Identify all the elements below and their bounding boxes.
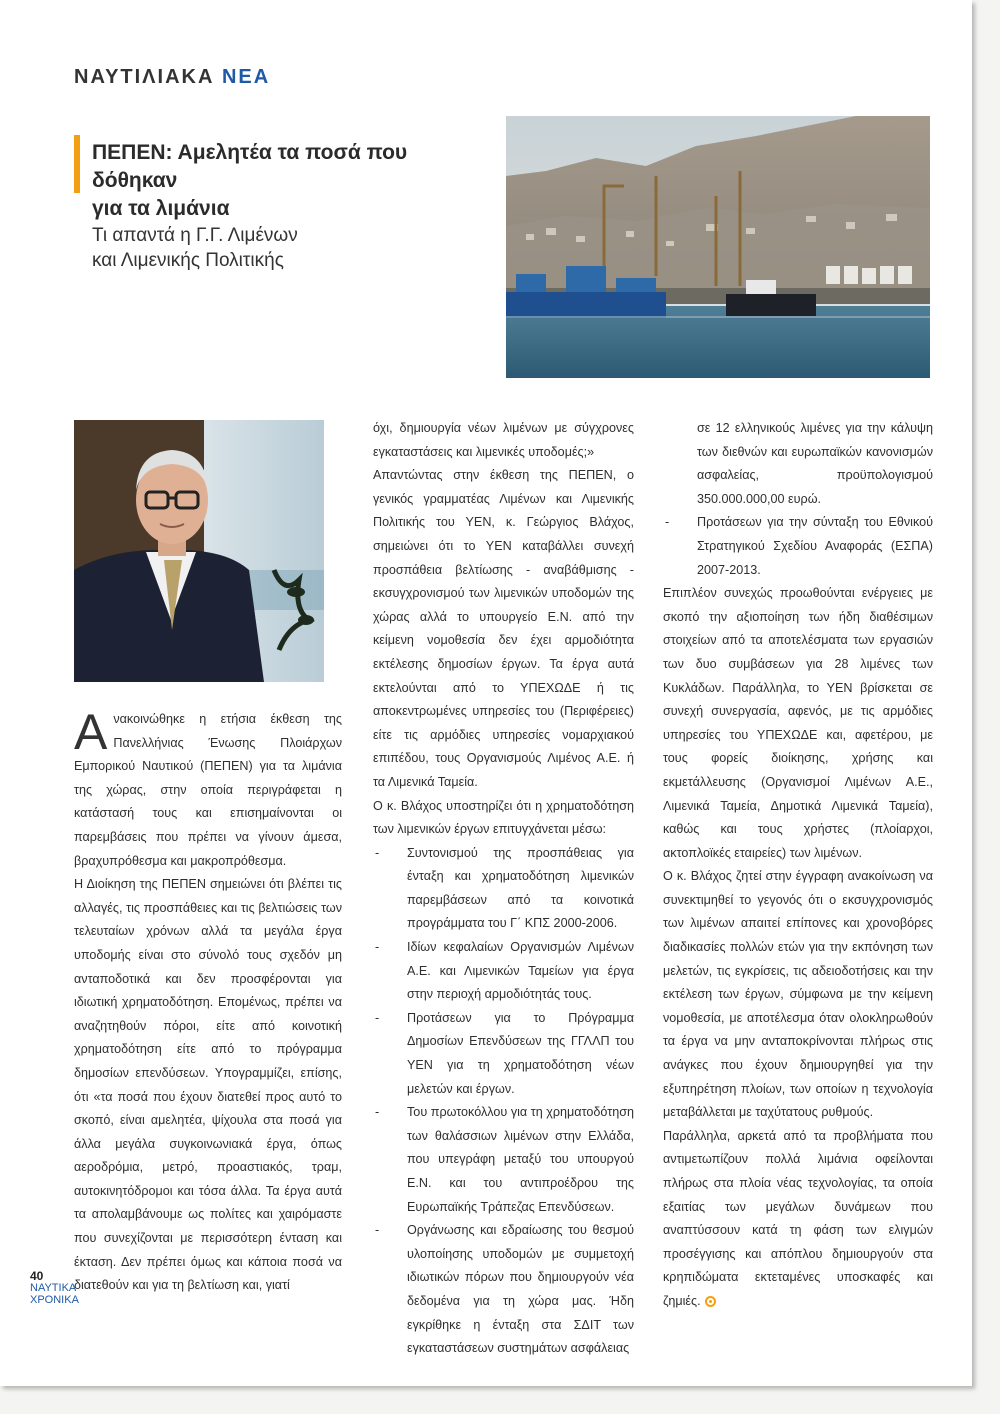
bullet-text: Προτάσεων για την σύνταξη του Εθνικού Στρατηγικού Σχεδίου Αναφοράς (ΕΣΠΑ) 2007-2013.: [697, 515, 933, 577]
bullet-text: Ιδίων κεφαλαίων Οργανισμών Λιμένων Α.Ε. και Λιμενικών Ταμείων για έργα στην περιοχή αρμοδιότητάς τους.: [407, 940, 634, 1002]
final-text: Παράλληλα, αρκετά από τα προβλήματα που αντιμετωπίζουν πολλά λιμάνια οφείλονται πλήρως στα πλοία νέας τεχνολογίας, τα οποία εξαιτίας των μεγάλων δυνάμεων που αναπτύσσουν κατά τη φάση των ελιγμών προσέγγισης και απόπλου δημιουργούν στα κρηπιδώματα εκτεταμένες υποσκαφές και ζημιές.: [663, 1128, 933, 1308]
page-number: 40: [30, 1269, 44, 1283]
bullet-item: [373, 936, 634, 1007]
bullet-text: Του πρωτοκόλλου για τη χρηματοδότηση των θαλάσσιων λιμένων στην Ελλάδα, που υπεγράφη μεταξύ του υπουργού Ε.Ν. και του αντιπροέδρου της Ευρωπαϊκής Τράπεζας Επενδύσεων.: [407, 1105, 634, 1214]
paragraph: Ο κ. Βλάχος υποστηρίζει ότι η χρηματοδότηση των λιμενικών έργων επιτυγχάνεται μέσω:: [373, 798, 634, 837]
bullet-item: [373, 842, 634, 936]
article-title: [92, 139, 472, 223]
article-title-line-1: ΠΕΠΕΝ: Αμελητέα τα ποσά που δόθηκαν: [92, 141, 408, 192]
column-1: [74, 704, 342, 1298]
section-heading: [74, 66, 270, 89]
bullet-dash: -: [375, 845, 380, 860]
paragraph: Απαντώντας στην έκθεση της ΠΕΠΕΝ, ο γενικός γραμματέας Λιμένων και Λιμενικής Πολιτικής του ΥΕΝ, κ. Γεώργιος Βλάχος, σημειώνει ότι το ΥΕΝ καταβάλλει συνεχή προσπάθεια βελτίωσης - αναβάθμισης - εκσυγχρονισμού των λιμενικών υποδομών της χώρας αλλά το υπουργείο Ε.Ν. από την κείμενη νομοθεσία δεν έχει αρμοδιότητα εκτέλεσης δημοσίων έργων. Τα έργα αυτά εκτελούνται από το ΥΠΕΧΩΔΕ ή τις αποκεντρωμένες υπηρεσίες του (Περιφέρειες) είτε τις αρμόδιες υπηρεσίες νομαρχιακού επιπέδου, τους Οργανισμούς Λιμένος Α.Ε. ή τα Λιμενικά Ταμεία.: [373, 468, 634, 789]
intro-paragraph: [74, 704, 342, 873]
magazine-name-line-2: ΧΡΟΝΙΚΑ: [30, 1294, 79, 1306]
bullet-continuation: σε 12 ελληνικούς λιμένες για την κάλυψη των διεθνών και ευρωπαϊκών κανονισμών ασφαλείας, προϋπολογισμού 350.000.000,00 ευρώ.: [697, 421, 933, 506]
column-3: [663, 417, 933, 1314]
bullet-item: [373, 1101, 634, 1219]
section-word-2: ΝΕΑ: [221, 66, 271, 88]
paragraph: Ο κ. Βλάχος ζητεί στην έγγραφη ανακοίνωση να συνεκτιμηθεί το γεγονός ότι ο εκσυγχρονισμός των λιμένων απαιτεί επίπονες και χρονοβόρες διαδικασίες πολλών ετών για την εκπόνηση των μελετών, τις εγκρίσεις, τις αδειοδοτήσεις και την εκτέλεση των έργων, σύμφωνα με την κείμενη νομοθεσία, με αποτέλεσμα όταν ολοκληρωθούν τα έργα να μην ανταποκρίνονται πλήρως στις ανάγκες που έχουν δημιουργηθεί για την εξυπηρέτηση πλοίων, των οποίων η τεχνολογία μεταβάλλεται με ταχύτατους ρυθμούς.: [663, 869, 933, 1120]
bullet-item: [663, 511, 933, 582]
drop-cap: Α: [74, 704, 108, 760]
bullet-item: [373, 1219, 634, 1361]
bullet-text: Συντονισμού της προσπάθειας για ένταξη και χρηματοδότηση λιμενικών παρεμβάσεων από τα κοινοτικά προγράμματα του Γ΄ ΚΠΣ 2000-2006.: [407, 845, 634, 931]
bullet-dash: -: [375, 1223, 380, 1238]
column-2: [373, 417, 634, 1361]
bullet-text: Προτάσεων για το Πρόγραμμα Δημοσίων Επενδύσεων της ΓΓΛΛΠ του ΥΕΝ για τη χρηματοδότηση νέων μελετών και έργων.: [407, 1010, 634, 1096]
article-subtitle-line-1: Τι απαντά η Γ.Γ. Λιμένων: [92, 225, 298, 246]
final-paragraph: [663, 1125, 933, 1314]
bullet-text: Οργάνωσης και εδραίωσης του θεσμού υλοποίησης υποδομών με συμμετοχή ιδιωτικών πόρων που δημιουργούν νέα δεδομένα για τη χώρα μας. Ήδη εγκρίθηκε η ένταξη στα ΣΔΙΤ των εγκαταστάσεων συστημάτων ασφάλειας: [407, 1223, 634, 1356]
article-title-line-2: για τα λιμάνια: [92, 197, 230, 220]
paragraph: όχι, δημιουργία νέων λιμένων με σύγχρονες εγκαταστάσεις και λιμενικές υποδομές;»: [373, 421, 634, 459]
port-photo: [506, 116, 930, 378]
paragraph: Επιπλέον συνεχώς προωθούνται ενέργειες με σκοπό την αξιοποίηση των ήδη διαθέσιμων στοιχείων από τα αποτελέσματα των εργασιών των δυο συμβάσεων για 28 λιμένες των Κυκλάδων. Παράλληλα, το ΥΕΝ βρίσκεται σε συνεχή συνεργασία, αφενός, με τις αρμόδιες υπηρεσίες του ΥΠΕΧΩΔΕ και, αφετέρου, με τους φορείς διοίκησης, χρήσης και εκμετάλλευσης (Οργανισμοί Λιμένων Α.Ε., Λιμενικά Ταμεία, Δημοτικά Λιμενικά Ταμεία), καθώς και τους χρήστες (πλοίαρχοι, ακτοπλοϊκές εταιρείες) των λιμένων.: [663, 586, 933, 860]
bullet-dash: -: [375, 1105, 380, 1120]
portrait-photo: [74, 420, 324, 682]
bullet-item: [373, 1007, 634, 1101]
bullet-dash: -: [375, 940, 380, 955]
bullet-dash: -: [375, 1010, 380, 1025]
magazine-name-line-1: ΝΑΥΤΙΚΑ: [30, 1282, 77, 1294]
page-folio: [30, 1269, 79, 1306]
article-subtitle-line-2: και Λιμενικής Πολιτικής: [92, 250, 284, 271]
section-word-1: ΝΑΥΤΙΛΙΑΚΑ: [74, 66, 215, 88]
bullet-dash: -: [665, 515, 670, 530]
paragraph: Η Διοίκηση της ΠΕΠΕΝ σημειώνει ότι βλέπει τις αλλαγές, τις προσπάθειες και τις βελτιώσεις των τελευταίων χρόνων αλλά τα μεγάλα έργα υποδομής είναι στο σύνολό τους σχεδόν μη ανταποδοτικά και δεν προσφέρονται για ιδιωτική χρηματοδότηση. Επομένως, πρέπει να αναζητηθούν πόροι, είτε από κοινοτική χρηματοδότηση είτε από το πρόγραμμα δημοσίων επενδύσεων. Υπογραμμίζει, επίσης, ότι «τα ποσά που έχουν διατεθεί προς αυτό το σκοπό, είναι αμελητέα, ψίχουλα στα ποσά για άλλα μεγάλα συγκοινωνιακά έργα, όπως αεροδρόμια, μετρό, προαστιακός, τραμ, αυτοκινητόδρομοι και τόσα άλλα. Τα έργα αυτά τα απολαμβάνουμε ως πολίτες και χαιρόμαστε που συνεχίζονται με περισσότερη ένταση και έκταση. Δεν πρέπει όμως και κάποια ποσά να διατεθούν και για τη βελτίωση και, γιατί: [74, 877, 342, 1293]
article-subtitle: [92, 223, 472, 273]
end-mark-icon: [705, 1296, 716, 1307]
headline-accent-bar: [74, 135, 80, 193]
intro-text: νακοινώθηκε η ετήσια έκθεση της Πανελλήνιας Ένωσης Πλοιάρχων Εμπορικού Ναυτικού (ΠΕΠΕΝ) για τα λιμάνια της χώρας, στην οποία περιγράφεται η κατάστασή τους και επισημαίνονται οι παρεμβάσεις που πρέπει να γίνουν άμεσα, βραχυπρόθεσμα και μακροπρόθεσμα.: [74, 712, 342, 868]
